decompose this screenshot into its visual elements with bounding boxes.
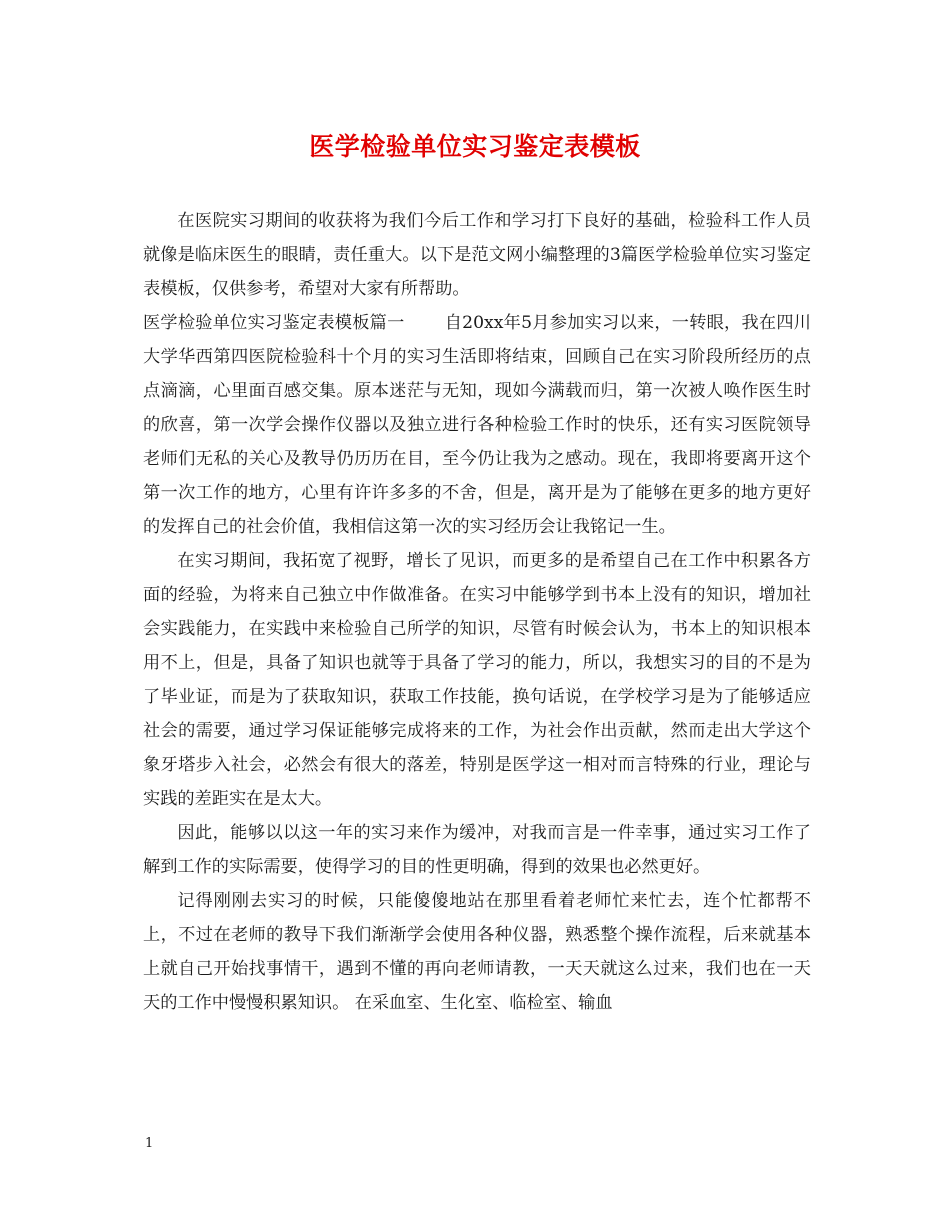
document-title: 医学检验单位实习鉴定表模板 (309, 132, 641, 161)
body-paragraph: 在实习期间，我拓宽了视野，增长了见识，而更多的是希望自己在工作中积累各方面的经验，为将来自己独立中作做准备。在实习中能够学到书本上没有的知识，增加社会实践能力，在实践中来检验自己所学的知识，尽管有时候会认为，书本上的知识根本用不上，但是，具备了知识也就等于具备了学习的能力，所以，我想实习的目的不是为了毕业证，而是为了获取知识，获取工作技能，换句话说，在学校学习是为了能够适应社会的需要，通过学习保证能够完成将来的工作，为社会作出贡献，然而走出大学这个象牙塔步入社会，必然会有很大的落差，特别是医学这一相对而言特殊的行业，理论与实践的差距实在是太大。 (143, 551, 811, 809)
body-paragraph: 记得刚刚去实习的时候，只能傻傻地站在那里看着老师忙来忙去，连个忙都帮不上，不过在老师的教导下我们渐渐学会使用各种仪器，熟悉整个操作流程，后来就基本上就自己开始找事情干，遇到不懂的再向老师请教，一天天就这么过来，我们也在一天天的工作中慢慢积累知识。 在采血室、生化室、临检室、输血 (143, 891, 811, 1013)
page-number: 1 (145, 1136, 154, 1151)
section-paragraph (143, 306, 811, 544)
body-paragraph: 因此，能够以以这一年的实习来作为缓冲，对我而言是一件幸事，通过实习工作了解到工作的实际需要，使得学习的目的性更明确，得到的效果也必然更好。 (143, 823, 811, 877)
section-heading: 医学检验单位实习鉴定表模板篇一 (143, 313, 405, 333)
document-body (143, 204, 811, 1020)
section-text: 自20xx年5月参加实习以来，一转眼，我在四川大学华西第四医院检验科十个月的实习生活即将结束，回顾自己在实习阶段所经历的点点滴滴，心里面百感交集。原本迷茫与无知，现如今满载而归，第一次被人唤作医生时的欣喜，第一次学会操作仪器以及独立进行各种检验工作时的快乐，还有实习医院领导老师们无私的关心及教导仍历历在目，至今仍让我为之感动。现在，我即将要离开这个第一次工作的地方，心里有许许多多的不舍，但是，离开是为了能够在更多的地方更好的发挥自己的社会价值，我相信这第一次的实习经历会让我铭记一生。 (143, 313, 811, 537)
intro-paragraph: 在医院实习期间的收获将为我们今后工作和学习打下良好的基础，检验科工作人员就像是临床医生的眼睛，责任重大。以下是范文网小编整理的3篇医学检验单位实习鉴定表模板，仅供参考，希望对大家有所帮助。 (143, 211, 811, 299)
